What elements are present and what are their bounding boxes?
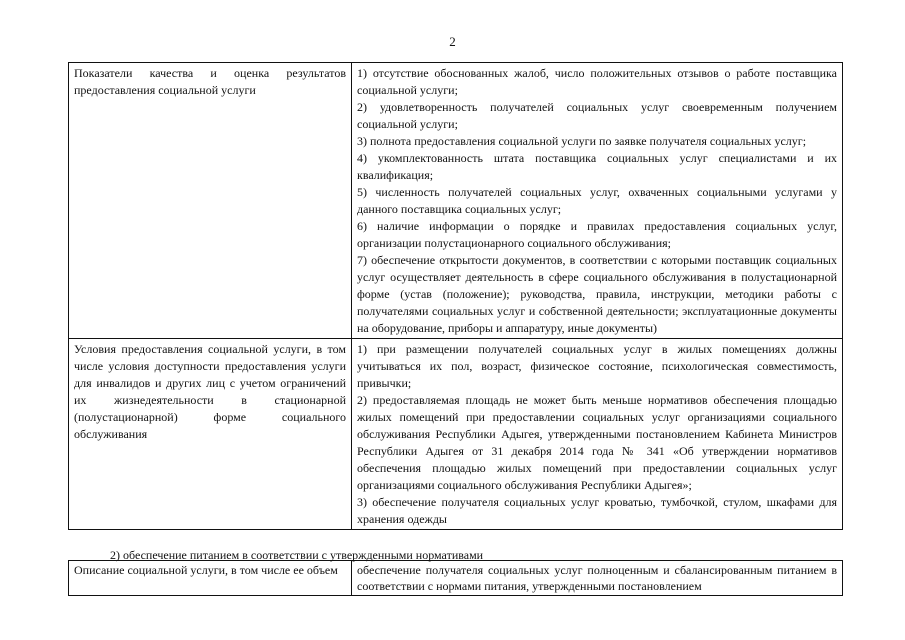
- list-item: 7) обеспечение открытости документов, в соответствии с которыми поставщик социальных услуг осуществляет деятельность в сфере социального обслуживания в полустационарной форме (устав (положение); руководства, правила, инструкции, методики работы с получателями социальных услуг и собственной деятельности; эксплуатационные документы на оборудование, приборы и аппаратуру, иные документы): [357, 253, 837, 335]
- list-item: 5) численность получателей социальных услуг, охваченных социальными услугами у данного поставщика социальных услуг;: [357, 185, 837, 216]
- list-item: 1) отсутствие обоснованных жалоб, число положительных отзывов о работе поставщика социальной услуги;: [357, 66, 837, 97]
- table-row: [69, 561, 843, 596]
- list-item: 4) укомплектованность штата поставщика социальных услуг специалистами и их квалификация;: [357, 151, 837, 182]
- list-item: 6) наличие информации о порядке и правилах предоставления социальных услуг, организации полустационарного социального обслуживания;: [357, 219, 837, 250]
- list-item: 3) обеспечение получателя социальных услуг кроватью, тумбочкой, стулом, шкафами для хранения одежды: [357, 495, 837, 526]
- page-number: 2: [449, 34, 456, 49]
- section-heading: 2) обеспечение питанием в соответствии с утвержденными нормативами: [110, 548, 484, 562]
- quality-indicators-list: [352, 63, 843, 339]
- service-description-text: обеспечение получателя социальных услуг полноценным и сбалансированным питанием в соответствии с нормами питания, утвержденными постановлением: [352, 561, 843, 596]
- service-description-label: Описание социальной услуги, в том числе ее объем: [69, 561, 352, 596]
- table-row: [69, 63, 843, 339]
- service-conditions-label: Условия предоставления социальной услуги, в том числе условия доступности предоставления услуги для инвалидов и других лиц с учетом ограничений их жизнедеятельности в стационарной (полустационарной) форме социального обслуживания: [69, 339, 352, 530]
- nutrition-service-table: [68, 560, 843, 596]
- table-row: [69, 339, 843, 530]
- list-item: 1) при размещении получателей социальных услуг в жилых помещениях должны учитываться их пол, возраст, физическое состояние, психологическая совместимость, привычки;: [357, 342, 837, 390]
- service-standards-table: [68, 62, 843, 530]
- list-item: 2) удовлетворенность получателей социальных услуг своевременным получением социальной услуги;: [357, 100, 837, 131]
- list-item: 2) предоставляемая площадь не может быть меньше нормативов обеспечения площадью жилых помещений при предоставлении социальных услуг организациями социального обслуживания Республики Адыгея, утвержденными постановлением Кабинета Министров Республики Адыгея от 31 декабря 2014 года № 341 «Об утверждении нормативов обеспечения площадью жилых помещений при предоставлении социальных услуг организациями социального обслуживания Республики Адыгея»;: [357, 393, 837, 492]
- list-item: 3) полнота предоставления социальной услуги по заявке получателя социальных услуг;: [357, 134, 807, 148]
- service-conditions-list: [352, 339, 843, 530]
- quality-indicators-label: Показатели качества и оценка результатов предоставления социальной услуги: [69, 63, 352, 339]
